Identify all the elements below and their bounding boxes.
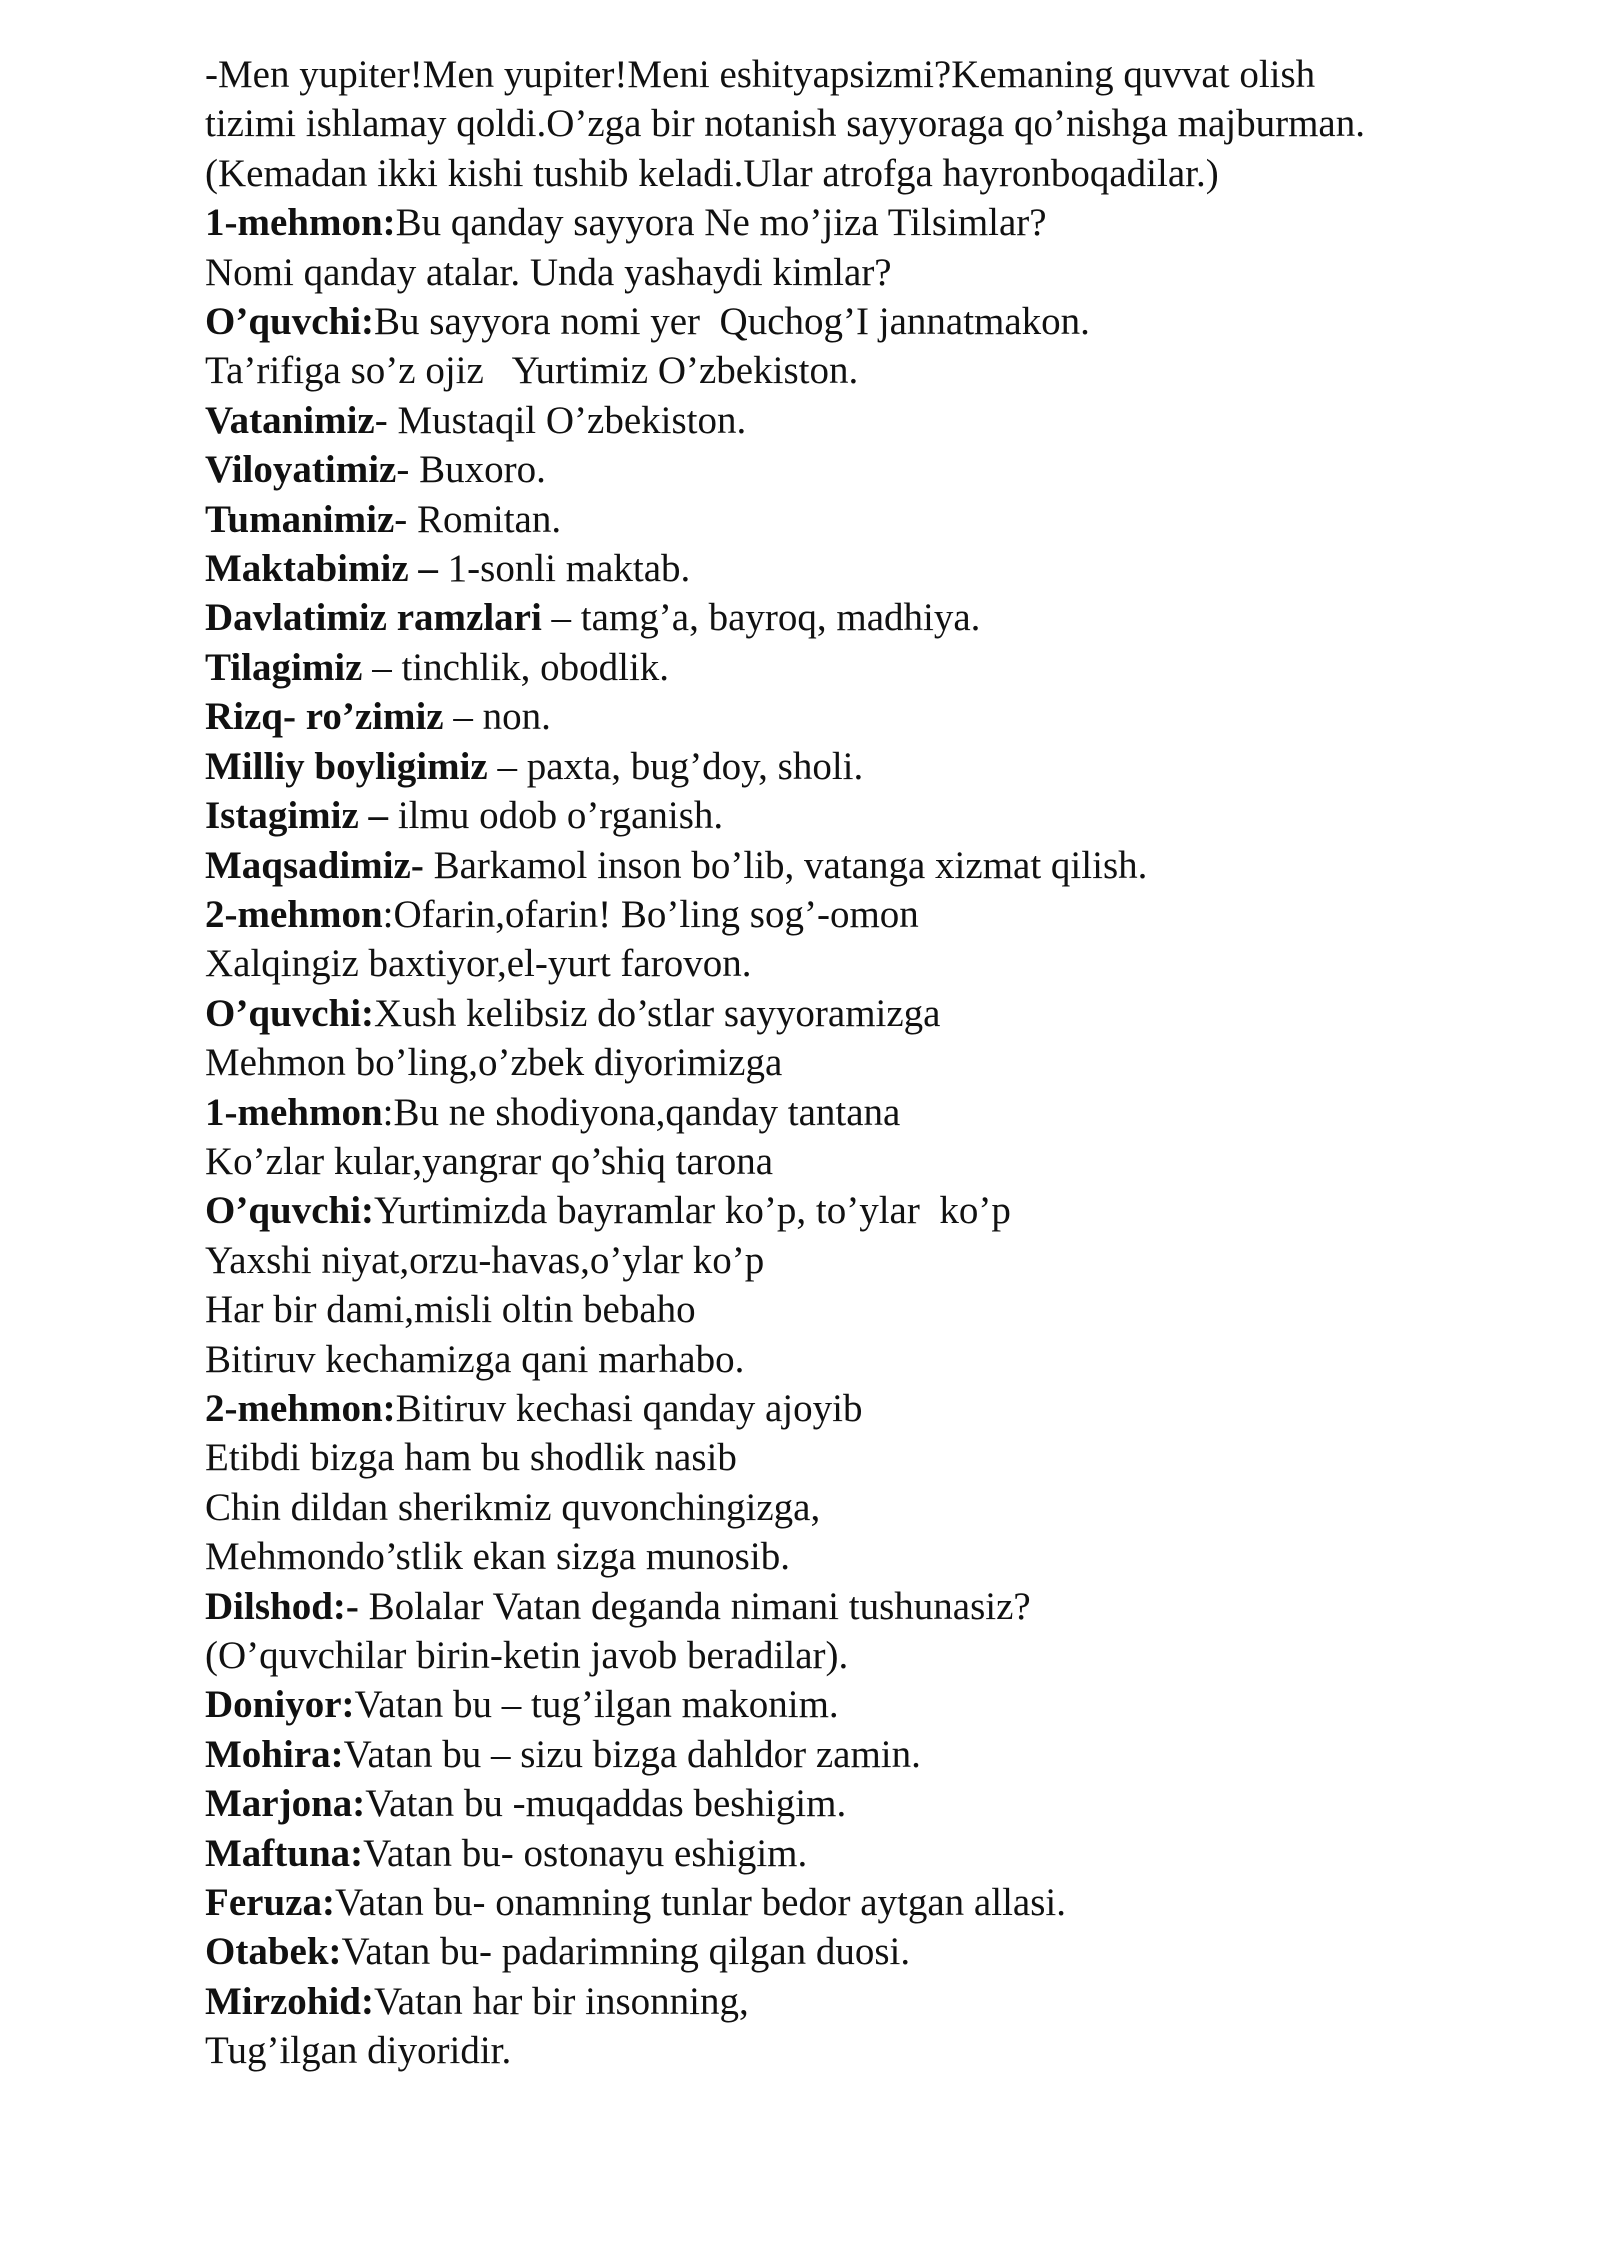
line-text: Vatan bu – sizu bizga dahldor zamin. [343,1732,921,1776]
line-text: Mehmon bo’ling,o’zbek diyorimizga [205,1041,783,1085]
text-line [205,495,1535,544]
text-line [205,1878,1535,1927]
line-text: Etibdi bizga ham bu shodlik nasib [205,1436,737,1480]
text-line [205,1433,1535,1482]
line-text: Yurtimizda bayramlar ko’p, to’ylar ko’p [374,1189,1011,1233]
line-text: Bitiruv kechasi qanday ajoyib [395,1386,863,1430]
line-text: Bu sayyora nomi yer Quchog’I jannatmakon. [374,300,1090,344]
speaker-label: Maftuna: [205,1831,364,1875]
line-text: Vatan bu – tug’ilgan makonim. [354,1683,839,1727]
line-text: tizimi ishlamay qoldi.O’zga bir notanish sayyoraga qo’nishga majburman. [205,102,1365,146]
line-text: Vatan bu- padarimning qilgan duosi. [341,1930,911,1974]
line-text: Vatan bu- ostonayu eshigim. [363,1831,808,1875]
line-text: Mehmondo’stlik ekan sizga munosib. [205,1535,790,1579]
text-line [205,396,1535,445]
line-text: (Kemadan ikki kishi tushib keladi.Ular atrofga hayronboqadilar.) [205,151,1219,195]
speaker-label: Maktabimiz – [205,547,438,591]
speaker-label: Feruza: [205,1881,335,1925]
speaker-label: 1-mehmon [205,1090,383,1134]
text-line [205,50,1535,99]
text-line [205,149,1535,198]
line-text: Bu qanday sayyora Ne mo’jiza Tilsimlar? [395,201,1047,245]
line-text: ilmu odob o’rganish. [388,794,724,838]
text-line [205,1977,1535,2026]
line-text: - Mustaqil O’zbekiston. [374,398,747,442]
speaker-label: Mohira: [205,1732,344,1776]
line-text: Barkamol inson bo’lib, vatanga xizmat qilish. [423,843,1148,887]
text-line [205,1829,1535,1878]
line-text: Vatan har bir insonning, [373,1979,749,2023]
speaker-label: Maqsadimiz- [205,843,424,887]
line-text: Nomi qanday atalar. Unda yashaydi kimlar? [205,250,892,294]
line-text: Bolalar Vatan deganda nimani tushunasiz? [358,1584,1031,1628]
line-text: -Men yupiter!Men yupiter!Meni eshityapsizmi?Kemaning quvvat olish [205,53,1316,96]
line-text: :Bu ne shodiyona,qanday tantana [382,1090,901,1134]
speaker-label: 1-mehmon: [205,201,396,245]
speaker-label: Vatanimiz [205,398,375,442]
text-line [205,643,1535,692]
text-line [205,2026,1535,2075]
line-text: Yaxshi niyat,orzu-havas,o’ylar ko’p [205,1238,765,1282]
text-line [205,939,1535,988]
speaker-label: Tumanimiz [205,497,395,541]
speaker-label: Davlatimiz ramzlari [205,596,542,640]
text-line [205,1186,1535,1235]
text-line [205,841,1535,890]
text-line [205,1483,1535,1532]
line-text: Har bir dami,misli oltin bebaho [205,1288,696,1332]
speaker-label: O’quvchi: [205,300,375,344]
text-line [205,1335,1535,1384]
line-text: Xalqingiz baxtiyor,el-yurt farovon. [205,942,752,986]
line-text: Vatan bu -muqaddas beshigim. [365,1782,847,1826]
line-text: 1-sonli maktab. [437,547,691,591]
line-text: - Romitan. [394,497,562,541]
line-text: (O’quvchilar birin-ketin javob beradilar). [205,1634,849,1677]
text-line [205,1137,1535,1186]
text-line [205,297,1535,346]
text-line [205,692,1535,741]
line-text: Ko’zlar kular,yangrar qo’shiq tarona [205,1139,774,1183]
text-line [205,248,1535,297]
text-line [205,544,1535,593]
text-line [205,1384,1535,1433]
speaker-label: 2-mehmon: [205,1386,396,1430]
speaker-label: O’quvchi: [205,991,375,1035]
line-text: Tug’ilgan diyoridir. [205,2029,512,2073]
line-text: – tinchlik, obodlik. [362,645,670,689]
text-line [205,1779,1535,1828]
text-line [205,1582,1535,1631]
line-text: :Ofarin,ofarin! Bo’ling sog’-omon [382,892,919,936]
line-text: Vatan bu- onamning tunlar bedor aytgan allasi. [334,1881,1066,1925]
line-text: – tamg’a, bayroq, madhiya. [541,596,981,640]
text-line [205,1088,1535,1137]
text-line [205,445,1535,494]
speaker-label: Viloyatimiz [205,448,397,492]
speaker-label: Milliy boyligimiz [205,744,488,788]
text-line [205,198,1535,247]
text-line [205,346,1535,395]
line-text: Ta’rifiga so’z ojiz Yurtimiz O’zbekiston. [205,349,859,393]
text-line [205,1236,1535,1285]
speaker-label: Doniyor: [205,1683,355,1727]
speaker-label: Istagimiz – [205,794,389,838]
speaker-label: Mirzohid: [205,1979,374,2023]
speaker-label: Dilshod:- [205,1584,359,1628]
speaker-label: Rizq- ro’zimiz [205,695,444,739]
line-text: - Buxoro. [396,448,546,492]
text-line [205,593,1535,642]
text-line [205,742,1535,791]
speaker-label: Marjona: [205,1782,366,1826]
text-line [205,791,1535,840]
text-line [205,1038,1535,1087]
speaker-label: Otabek: [205,1930,342,1974]
text-line [205,890,1535,939]
text-line [205,1631,1535,1680]
speaker-label: Tilagimiz [205,645,363,689]
speaker-label: O’quvchi: [205,1189,375,1233]
text-line [205,1927,1535,1976]
document-page [205,50,1535,2076]
text-line [205,1285,1535,1334]
line-text: Xush kelibsiz do’stlar sayyoramizga [374,991,941,1035]
text-line [205,1532,1535,1581]
speaker-label: 2-mehmon [205,892,383,936]
line-text: Bitiruv kechamizga qani marhabo. [205,1337,745,1381]
line-text: – paxta, bug’doy, sholi. [487,744,864,788]
text-line [205,1730,1535,1779]
text-line [205,1680,1535,1729]
text-line [205,989,1535,1038]
line-text: – non. [443,695,551,739]
line-text: Chin dildan sherikmiz quvonchingizga, [205,1485,821,1529]
text-line [205,99,1535,148]
